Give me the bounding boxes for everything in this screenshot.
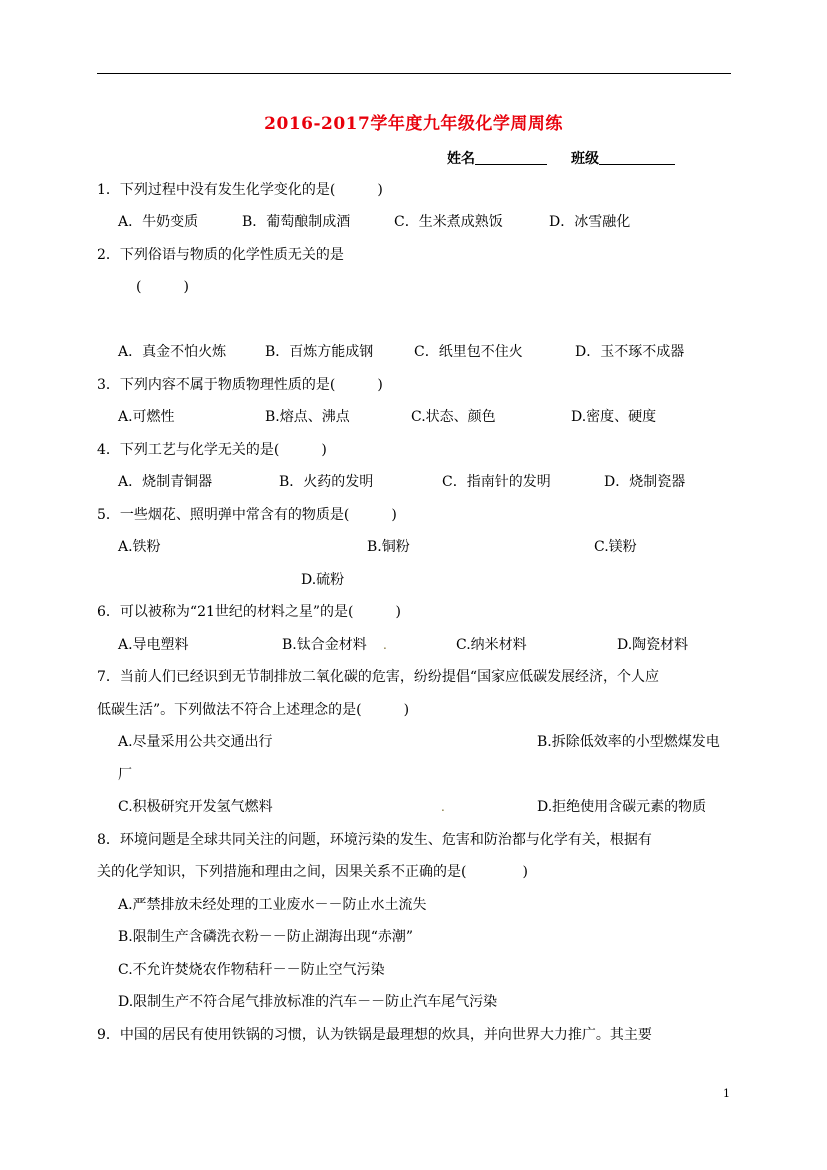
q5-option-b: B.铜粉 (367, 539, 410, 555)
q2-option-d: D．玉不琢不成器 (575, 344, 685, 360)
q7-option-c: C.积极研究开发氢气燃料 (118, 799, 273, 815)
q5-option-a: A.铁粉 (118, 539, 161, 555)
q8-option-b: B.限制生产含磷洗衣粉－－防止湖海出现“赤潮” (118, 929, 414, 945)
q5-option-d: D.硫粉 (301, 572, 345, 588)
q1-option-b: B．葡萄酿制成酒 (242, 214, 351, 230)
q3-option-d: D.密度、硬度 (571, 409, 657, 425)
page-title: 2016-2017学年度九年级化学周周练 (264, 114, 563, 134)
question-6-stem: 6．可以被称为“21世纪的材料之星”的是( ) (97, 604, 401, 620)
question-1-stem: 1．下列过程中没有发生化学变化的是( ) (97, 182, 383, 198)
name-label: 姓名 (447, 151, 475, 167)
question-7-stem-line-2: 低碳生活”。下列做法不符合上述理念的是( ) (97, 702, 410, 718)
class-blank[interactable] (599, 150, 675, 165)
q6-option-a: A.导电塑料 (118, 637, 189, 653)
q1-option-d: D．冰雪融化 (549, 214, 631, 230)
question-2-stem: 2．下列俗语与物质的化学性质无关的是 (97, 247, 344, 263)
q3-option-b: B.熔点、沸点 (265, 409, 350, 425)
q3-option-c: C.状态、颜色 (411, 409, 496, 425)
question-2-paren: ( ) (136, 279, 189, 295)
q2-option-a: A．真金不怕火炼 (118, 344, 227, 360)
q8-option-a: A.严禁排放未经处理的工业废水－－防止水土流失 (118, 897, 427, 913)
question-8-stem-line-1: 8．环境问题是全球共同关注的问题，环境污染的发生、危害和防治都与化学有关，根据有 (97, 832, 652, 848)
question-4-stem: 4．下列工艺与化学无关的是( ) (97, 442, 327, 458)
question-9-stem: 9．中国的居民有使用铁锅的习惯，认为铁锅是最理想的炊具，并向世界大力推广。其主要 (97, 1027, 652, 1043)
q1-option-a: A．牛奶变质 (118, 214, 199, 230)
question-7-stem-line-1: 7．当前人们已经识到无节制排放二氧化碳的危害，纷纷提倡“国家应低碳发展经济，个人应 (97, 669, 660, 685)
q3-option-a: A.可燃性 (118, 409, 175, 425)
page-number: 1 (723, 1087, 730, 1100)
q6-option-d: D.陶瓷材料 (617, 637, 689, 653)
q7-option-a: A.尽量采用公共交通出行 (118, 734, 273, 750)
q4-option-b: B．火药的发明 (279, 474, 374, 490)
q7-option-b-wrap: 厂 (118, 767, 132, 783)
class-label: 班级 (571, 151, 599, 167)
q1-option-c: C．生米煮成熟饭 (394, 214, 503, 230)
question-3-stem: 3．下列内容不属于物质物理性质的是( ) (97, 377, 383, 393)
q2-option-b: B．百炼方能成钢 (265, 344, 374, 360)
question-5-stem: 5．一些烟花、照明弹中常含有的物质是( ) (97, 507, 397, 523)
q7-option-d: D.拒绝使用含碳元素的物质 (537, 799, 707, 815)
header-rule (97, 73, 731, 74)
q4-option-c: C．指南针的发明 (442, 474, 551, 490)
q6-option-c: C.纳米材料 (456, 637, 527, 653)
stray-dot: . (383, 638, 387, 652)
q5-option-c: C.镁粉 (594, 539, 637, 555)
student-info-line (447, 148, 675, 168)
q8-option-d: D.限制生产不符合尾气排放标准的汽车－－防止汽车尾气污染 (118, 994, 498, 1010)
name-blank[interactable] (475, 150, 547, 165)
question-8-stem-line-2: 关的化学知识，下列措施和理由之间，因果关系不正确的是( ) (97, 864, 528, 880)
q2-option-c: C．纸里包不住火 (414, 344, 523, 360)
stray-dot: . (441, 800, 445, 814)
q4-option-d: D．烧制瓷器 (604, 474, 686, 490)
q8-option-c: C.不允许焚烧农作物秸秆－－防止空气污染 (118, 962, 385, 978)
q6-option-b: B.钛合金材料 (282, 637, 367, 653)
q7-option-b: B.拆除低效率的小型燃煤发电 (537, 734, 720, 750)
q4-option-a: A．烧制青铜器 (118, 474, 213, 490)
